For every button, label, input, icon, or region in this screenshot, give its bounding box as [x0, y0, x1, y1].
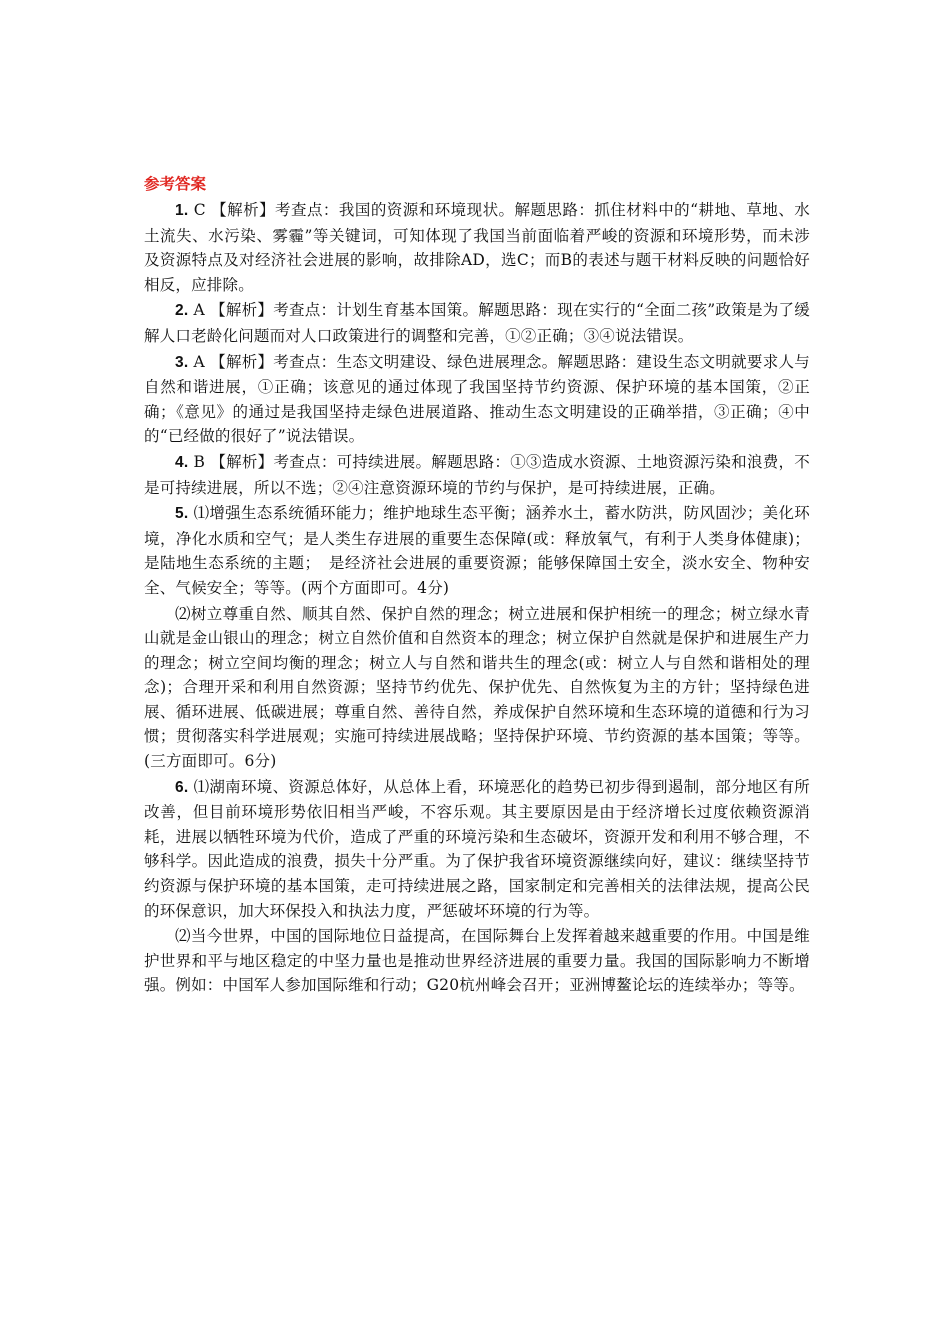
answer-text: ⑵树立尊重自然、顺其自然、保护自然的理念；树立进展和保护相统一的理念；树立绿水青山就是金山银山的理念；树立自然价值和自然资本的理念；树立保护自然就是保护和进展生产力的理念；树立空间均衡的理念；树立人与自然和谐共生的理念(或：树立人与自然和谐相处的理念)；合理开采和利用自然资源；坚持节约优先、保护优先、自然恢复为主的方针；坚持绿色进展、循环进展、低碳进展；尊重自然、善待自然，养成保护自然环境和生态环境的道德和行为习惯；贯彻落实科学进展观；实施可持续进展战略；坚持保护环境、节约资源的基本国策；等等。(三方面即可。6分) — [144, 604, 810, 771]
answer-item-5-part-2 — [144, 602, 810, 774]
answer-key-heading: 参考答案 — [144, 174, 207, 193]
answer-number: 5. — [175, 505, 189, 523]
answer-text: B 【解析】考查点：可持续进展。解题思路：①③造成水资源、土地资源污染和浪费，不是可持续进展，所以不选；②④注意资源环境的节约与保护，是可持续进展，正确。 — [144, 452, 810, 497]
answer-number: 2. — [175, 302, 189, 320]
answer-key — [144, 172, 810, 999]
answer-text: ⑴增强生态系统循环能力；维护地球生态平衡；涵养水土，蓄水防洪，防风固沙；美化环境，净化水质和空气；是人类生存进展的重要生态保障(或：释放氧气，有利于人类身体健康)；是陆地生态系统的主题； 是经济社会进展的重要资源；能够保障国土安全，淡水安全、物种安全、气候安全；等等。(两个方面即可。4分) — [144, 504, 810, 597]
answer-item-3 — [144, 350, 810, 449]
answer-item-6-part-2 — [144, 924, 810, 998]
answer-text: ⑵当今世界，中国的国际地位日益提高，在国际舞台上发挥着越来越重要的作用。中国是维护世界和平与地区稳定的中坚力量也是推动世界经济进展的重要力量。我国的国际影响力不断增强。例如：中国军人参加国际维和行动；G20杭州峰会召开；亚洲博鳌论坛的连续举办；等等。 — [144, 927, 810, 995]
answer-number: 3. — [175, 353, 189, 371]
answer-text: C 【解析】考查点：我国的资源和环境现状。解题思路：抓住材料中的“耕地、草地、水土流失、水污染、雾霾”等关键词，可知体现了我国当前面临着严峻的资源和环境形势，而未涉及资源特点及对经济社会进展的影响，故排除AD，选C；而B的表述与题干材料反映的问题恰好相反，应排除。 — [144, 201, 810, 294]
answer-text: A 【解析】考查点：计划生育基本国策。解题思路：现在实行的“全面二孩”政策是为了缓解人口老龄化问题而对人口政策进行的调整和完善，①②正确；③④说法错误。 — [144, 301, 810, 345]
answer-item-5-part-1 — [144, 501, 810, 600]
answer-item-4 — [144, 450, 810, 500]
answer-text: ⑴湖南环境、资源总体好，从总体上看，环境恶化的趋势已初步得到遏制，部分地区有所改善，但目前环境形势依旧相当严峻，不容乐观。其主要原因是由于经济增长过度依赖资源消耗，进展以牺牲环境为代价，造成了严重的环境污染和生态破坏，资源开发和利用不够合理，不够科学。因此造成的浪费，损失十分严重。为了保护我省环境资源继续向好，建议：继续坚持节约资源与保护环境的基本国策，走可持续进展之路，国家制定和完善相关的法律法规，提高公民的环保意识，加大环保投入和执法力度，严惩破坏环境的行为等。 — [144, 777, 810, 920]
answer-number: 1. — [175, 202, 189, 219]
answer-item-6-part-1 — [144, 775, 810, 924]
answer-number: 4. — [175, 453, 189, 471]
answer-number: 6. — [175, 778, 189, 796]
answer-item-2 — [144, 298, 810, 348]
answer-item-1 — [144, 198, 810, 297]
answer-text: A 【解析】考查点：生态文明建设、绿色进展理念。解题思路：建设生态文明就要求人与自然和谐进展，①正确；该意见的通过体现了我国坚持节约资源、保护环境的基本国策，②正确；《意见》的通过是我国坚持走绿色进展道路、推动生态文明建设的正确举措，③正确；④中的“已经做的很好了”说法错误。 — [144, 352, 810, 446]
